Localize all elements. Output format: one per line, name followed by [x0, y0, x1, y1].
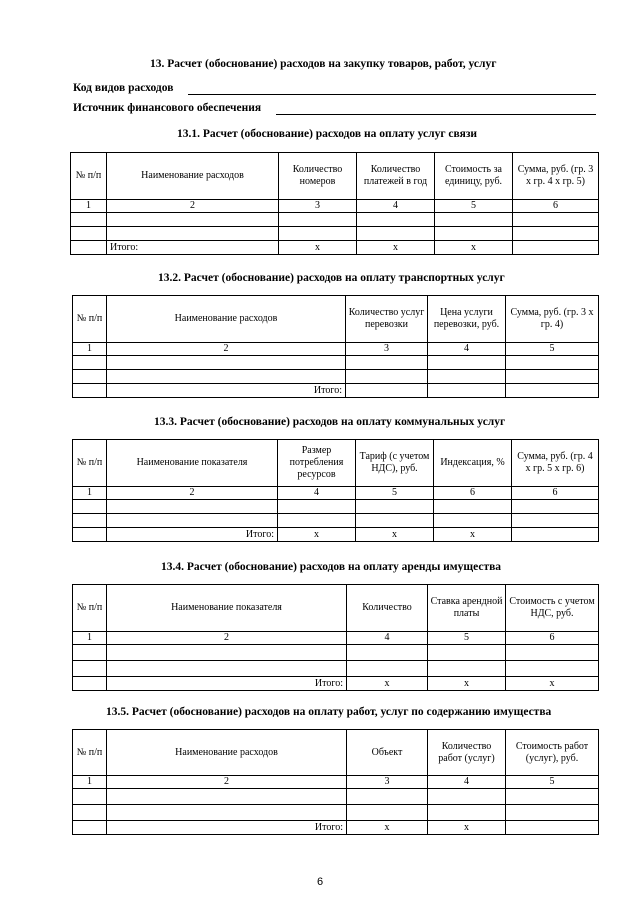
- header-cell: Сумма, руб. (гр. 3 х гр. 4): [506, 296, 599, 343]
- total-cell: x: [506, 677, 599, 691]
- header-cell: Тариф (с учетом НДС), руб.: [356, 440, 434, 487]
- expense-code-line: [188, 94, 596, 95]
- column-number-cell: 2: [107, 632, 347, 645]
- total-cell: x: [434, 528, 512, 542]
- header-cell: Количество платежей в год: [357, 153, 435, 200]
- funding-source-label: Источник финансового обеспечения: [73, 102, 262, 114]
- table-row: [73, 356, 599, 370]
- column-number-cell: 6: [512, 487, 599, 500]
- header-cell: № п/п: [71, 153, 107, 200]
- column-number-cell: 1: [73, 776, 107, 789]
- section-13-1-title: 13.1. Расчет (обоснование) расходов на оплату услуг связи: [177, 128, 478, 140]
- section-13-4-title: 13.4. Расчет (обоснование) расходов на оплату аренды имущества: [161, 561, 502, 573]
- header-cell: Стоимость с учетом НДС, руб.: [506, 585, 599, 632]
- header-cell: Количество услуг перевозки: [346, 296, 428, 343]
- total-cell: x: [356, 528, 434, 542]
- header-cell: № п/п: [73, 585, 107, 632]
- column-number-cell: 2: [107, 776, 347, 789]
- funding-source-line: [276, 114, 596, 115]
- column-number-cell: 5: [506, 343, 599, 356]
- section-13-3-title: 13.3. Расчет (обоснование) расходов на оплату коммунальных услуг: [154, 416, 506, 428]
- section-13-5-title: 13.5. Расчет (обоснование) расходов на оплату работ, услуг по содержанию имущества: [106, 706, 552, 718]
- total-cell: x: [428, 821, 506, 835]
- header-cell: № п/п: [73, 440, 107, 487]
- expense-code-label: Код видов расходов: [73, 82, 174, 94]
- column-number-cell: 4: [428, 343, 506, 356]
- column-number-cell: 5: [435, 200, 513, 213]
- header-cell: Наименование расходов: [107, 730, 347, 776]
- header-cell: Стоимость за единицу, руб.: [435, 153, 513, 200]
- header-cell: Размер потребления ресурсов: [278, 440, 356, 487]
- header-cell: Ставка арендной платы: [428, 585, 506, 632]
- section-13-2-title: 13.2. Расчет (обоснование) расходов на оплату транспортных услуг: [158, 272, 505, 284]
- table-row: [73, 661, 599, 677]
- header-cell: Наименование показателя: [107, 585, 347, 632]
- header-cell: Индексация, %: [434, 440, 512, 487]
- header-cell: № п/п: [73, 296, 107, 343]
- column-number-cell: 3: [346, 343, 428, 356]
- total-cell: x: [428, 677, 506, 691]
- header-cell: Количество номеров: [279, 153, 357, 200]
- table-row: [73, 514, 599, 528]
- total-cell: x: [347, 677, 428, 691]
- table-row: [73, 500, 599, 514]
- table-13-1: [70, 152, 599, 255]
- header-cell: Сумма, руб. (гр. 3 х гр. 4 х гр. 5): [513, 153, 599, 200]
- column-number-cell: 1: [73, 487, 107, 500]
- header-cell: Наименование показателя: [107, 440, 278, 487]
- table-row: [73, 789, 599, 805]
- column-number-cell: 2: [107, 487, 278, 500]
- document-title: 13. Расчет (обоснование) расходов на закупку товаров, работ, услуг: [150, 58, 497, 70]
- total-label: Итого:: [107, 241, 279, 255]
- header-cell: Количество: [347, 585, 428, 632]
- total-label: Итого:: [107, 528, 278, 542]
- total-cell: x: [347, 821, 428, 835]
- header-cell: Наименование расходов: [107, 153, 279, 200]
- total-label: Итого:: [107, 821, 347, 835]
- column-number-cell: 4: [347, 632, 428, 645]
- column-number-cell: 1: [71, 200, 107, 213]
- header-cell: Цена услуги перевозки, руб.: [428, 296, 506, 343]
- column-number-cell: 6: [513, 200, 599, 213]
- column-number-cell: 1: [73, 632, 107, 645]
- column-number-cell: 4: [428, 776, 506, 789]
- table-13-2: [72, 295, 599, 398]
- column-number-cell: 6: [434, 487, 512, 500]
- header-cell: № п/п: [73, 730, 107, 776]
- header-cell: Сумма, руб. (гр. 4 х гр. 5 х гр. 6): [512, 440, 599, 487]
- header-cell: Объект: [347, 730, 428, 776]
- column-number-cell: 1: [73, 343, 107, 356]
- total-label: Итого:: [107, 384, 346, 398]
- header-cell: Количество работ (услуг): [428, 730, 506, 776]
- header-cell: Стоимость работ (услуг), руб.: [506, 730, 599, 776]
- table-row: [71, 227, 599, 241]
- total-cell: x: [435, 241, 513, 255]
- total-cell: x: [357, 241, 435, 255]
- column-number-cell: 5: [428, 632, 506, 645]
- page-number: 6: [317, 876, 324, 888]
- table-row: [71, 213, 599, 227]
- column-number-cell: 4: [278, 487, 356, 500]
- table-13-5: [72, 729, 599, 835]
- total-label: Итого:: [107, 677, 347, 691]
- header-cell: Наименование расходов: [107, 296, 346, 343]
- table-13-3: [72, 439, 599, 542]
- table-row: [73, 805, 599, 821]
- total-cell: x: [279, 241, 357, 255]
- column-number-cell: 3: [347, 776, 428, 789]
- total-cell: x: [278, 528, 356, 542]
- column-number-cell: 2: [107, 200, 279, 213]
- table-row: [73, 645, 599, 661]
- column-number-cell: 5: [506, 776, 599, 789]
- column-number-cell: 2: [107, 343, 346, 356]
- column-number-cell: 3: [279, 200, 357, 213]
- column-number-cell: 6: [506, 632, 599, 645]
- column-number-cell: 4: [357, 200, 435, 213]
- table-row: [73, 370, 599, 384]
- column-number-cell: 5: [356, 487, 434, 500]
- table-13-4: [72, 584, 599, 691]
